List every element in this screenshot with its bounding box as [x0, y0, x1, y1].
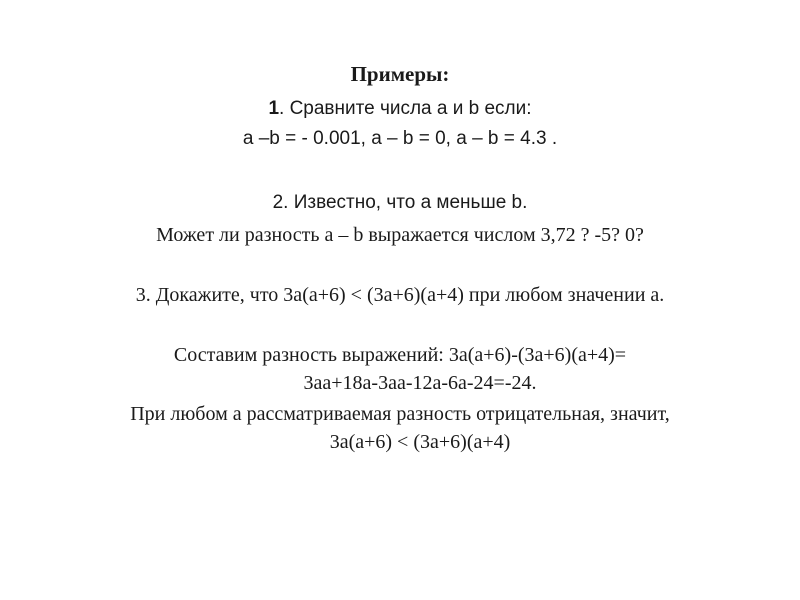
example-3-conclusion-line-1: При любом а рассматриваемая разность отрицательная, значит, [130, 403, 670, 425]
example-1-values: a –b = - 0.001, a – b = 0, a – b = 4.3 . [242, 128, 558, 149]
example-1-text: . Сравните числа a и b если: [279, 98, 532, 119]
example-1-number: 1 [268, 98, 280, 119]
example-3-statement: 3. Докажите, что 3a(a+6) < (3a+6)(a+4) при любом значении a. [135, 284, 665, 306]
example-1-heading [0, 97, 800, 121]
slide-title: Примеры: [350, 62, 450, 86]
example-2-line-1: 2. Известно, что а меньше b. [272, 192, 528, 213]
example-3-solution-line-1: Составим разность выражений: 3a(a+6)-(3a+6)(a+4)= [173, 344, 627, 366]
example-3-conclusion-line-2: 3a(a+6) < (3a+6)(a+4) [329, 431, 511, 453]
example-2-line-2: Может ли разность a – b выражается числом 3,72 ? -5? 0? [156, 224, 644, 246]
example-3-solution-line-2: 3aa+18a-3aa-12a-6a-24=-24. [303, 372, 537, 394]
